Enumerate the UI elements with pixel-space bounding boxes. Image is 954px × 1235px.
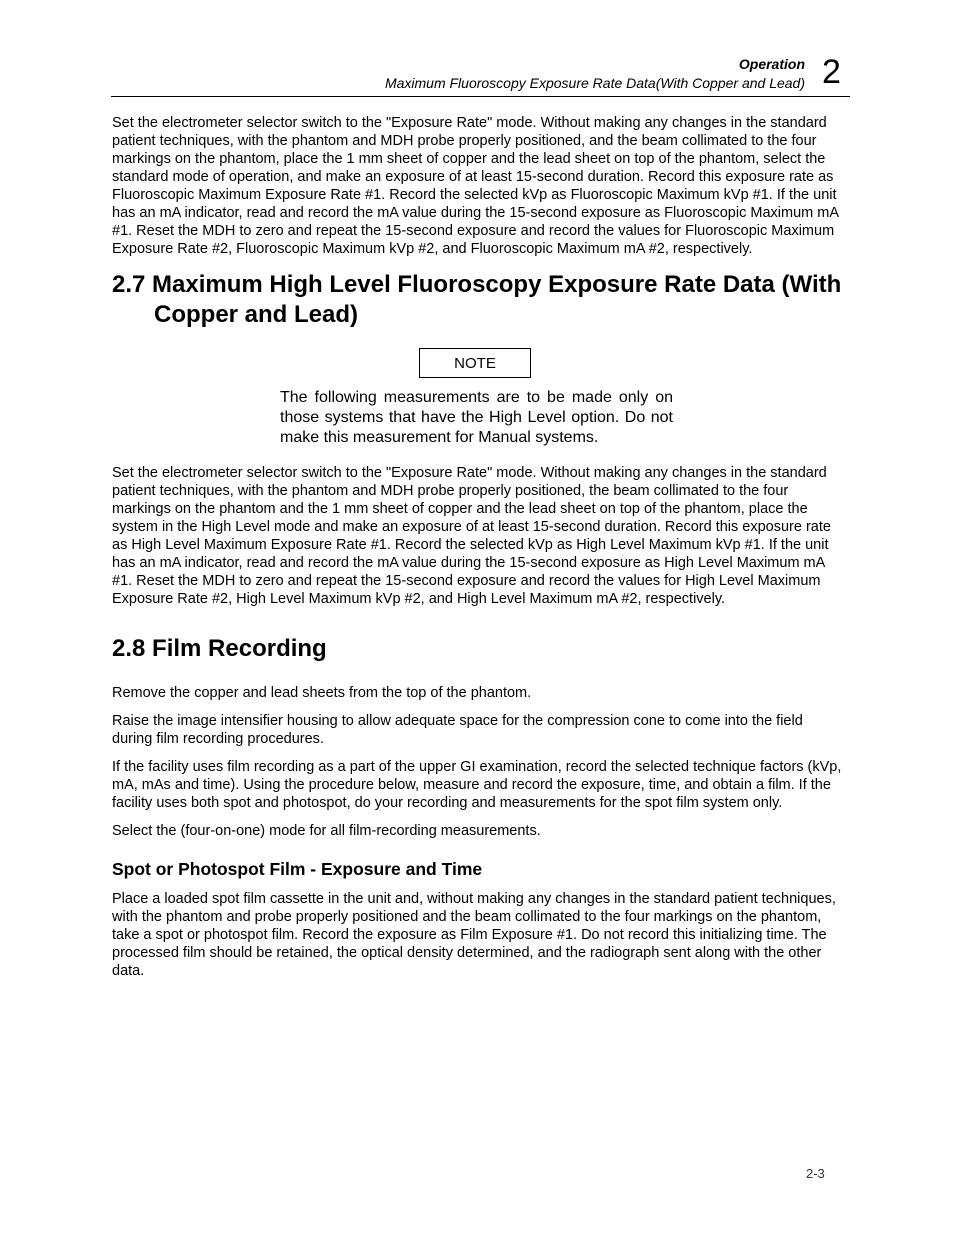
- intro-paragraph: Set the electrometer selector switch to the "Exposure Rate" mode. Without making any changes in the standard patient techniques, with the phantom and MDH probe properly positioned, and the beam collimated to the four markings on the phantom, place the 1 mm sheet of copper and the lead sheet on top of the phantom, select the standard mode of operation, and make an exposure of at least 15-second duration. Record this exposure rate as Fluoroscopic Maximum Exposure Rate #1. Record the selected kVp as Fluoroscopic Maximum kVp #1. If the unit has an mA indicator, read and record the mA value during the 15-second exposure as Fluoroscopic Maximum mA #1. Reset the MDH to zero and repeat the 15-second exposure and record the values for Fluoroscopic Maximum Exposure Rate #2, Fluoroscopic Maximum kVp #2, and Fluoroscopic Maximum mA #2, respectively.: [112, 115, 839, 257]
- spot-film-subheading: Spot or Photospot Film - Exposure and Time: [112, 859, 483, 879]
- section-2-8-paragraph-3: If the facility uses film recording as a part of the upper GI examination, record the selected technique factors (kVp, mA, mAs and time). Using the procedure below, measure and record the exposure, time, and obtain a film. If the facility uses both spot and photospot, do your recording and measurements for the spot film system only.: [112, 759, 842, 811]
- spot-film-paragraph: Place a loaded spot film cassette in the unit and, without making any changes in the standard patient techniques, with the phantom and probe properly positioned and the beam collimated to the four markings on the phantom, take a spot or photospot film. Record the exposure as Film Exposure #1. Do not record this initializing time. The processed film should be retained, the optical density determined, and the radiograph sent along with the other data.: [112, 891, 836, 979]
- header-section-label: Maximum Fluoroscopy Exposure Rate Data(With Copper and Lead): [384, 75, 805, 91]
- section-2-8-paragraph-1: Remove the copper and lead sheets from the top of the phantom.: [112, 685, 532, 701]
- section-2-8-heading: 2.8 Film Recording: [112, 635, 327, 662]
- section-2-7-paragraph: Set the electrometer selector switch to the "Exposure Rate" mode. Without making any changes in the standard patient techniques, with the phantom and MDH probe properly positioned, the beam collimated to the four markings on the phantom and the 1 mm sheet of copper and the lead sheet on top of the phantom, place the system in the High Level mode and make an exposure of at least 15-second duration. Record this exposure rate as High Level Maximum Exposure Rate #1. Record the selected kVp as High Level Maximum kVp #1. If the unit has an mA indicator, read and record the mA value during the 15-second exposure as High Level Maximum mA #1. Reset the MDH to zero and repeat the 15-second exposure and record the values for High Level Maximum Exposure Rate #2, High Level Maximum kVp #2, and High Level Maximum mA #2, respectively.: [112, 465, 831, 607]
- note-text: The following measurements are to be made only on those systems that have the High Level option. Do not make this measurement for Manual systems.: [280, 389, 673, 446]
- section-2-8-paragraph-4: Select the (four-on-one) mode for all film-recording measurements.: [112, 823, 541, 839]
- section-2-7-heading: 2.7 Maximum High Level Fluoroscopy Exposure Rate Data (With Copper and Lead): [112, 271, 842, 328]
- note-label-box: [419, 348, 531, 378]
- header-chapter-number: 2: [822, 53, 841, 91]
- section-2-8-paragraph-2: Raise the image intensifier housing to allow adequate space for the compression cone to come into the field during film recording procedures.: [112, 713, 803, 747]
- header-rule: [111, 96, 850, 97]
- page-content: [112, 114, 844, 990]
- header-chapter-label: Operation: [738, 56, 805, 72]
- note-label: NOTE: [454, 354, 496, 372]
- page-number: 2-3: [806, 1166, 825, 1181]
